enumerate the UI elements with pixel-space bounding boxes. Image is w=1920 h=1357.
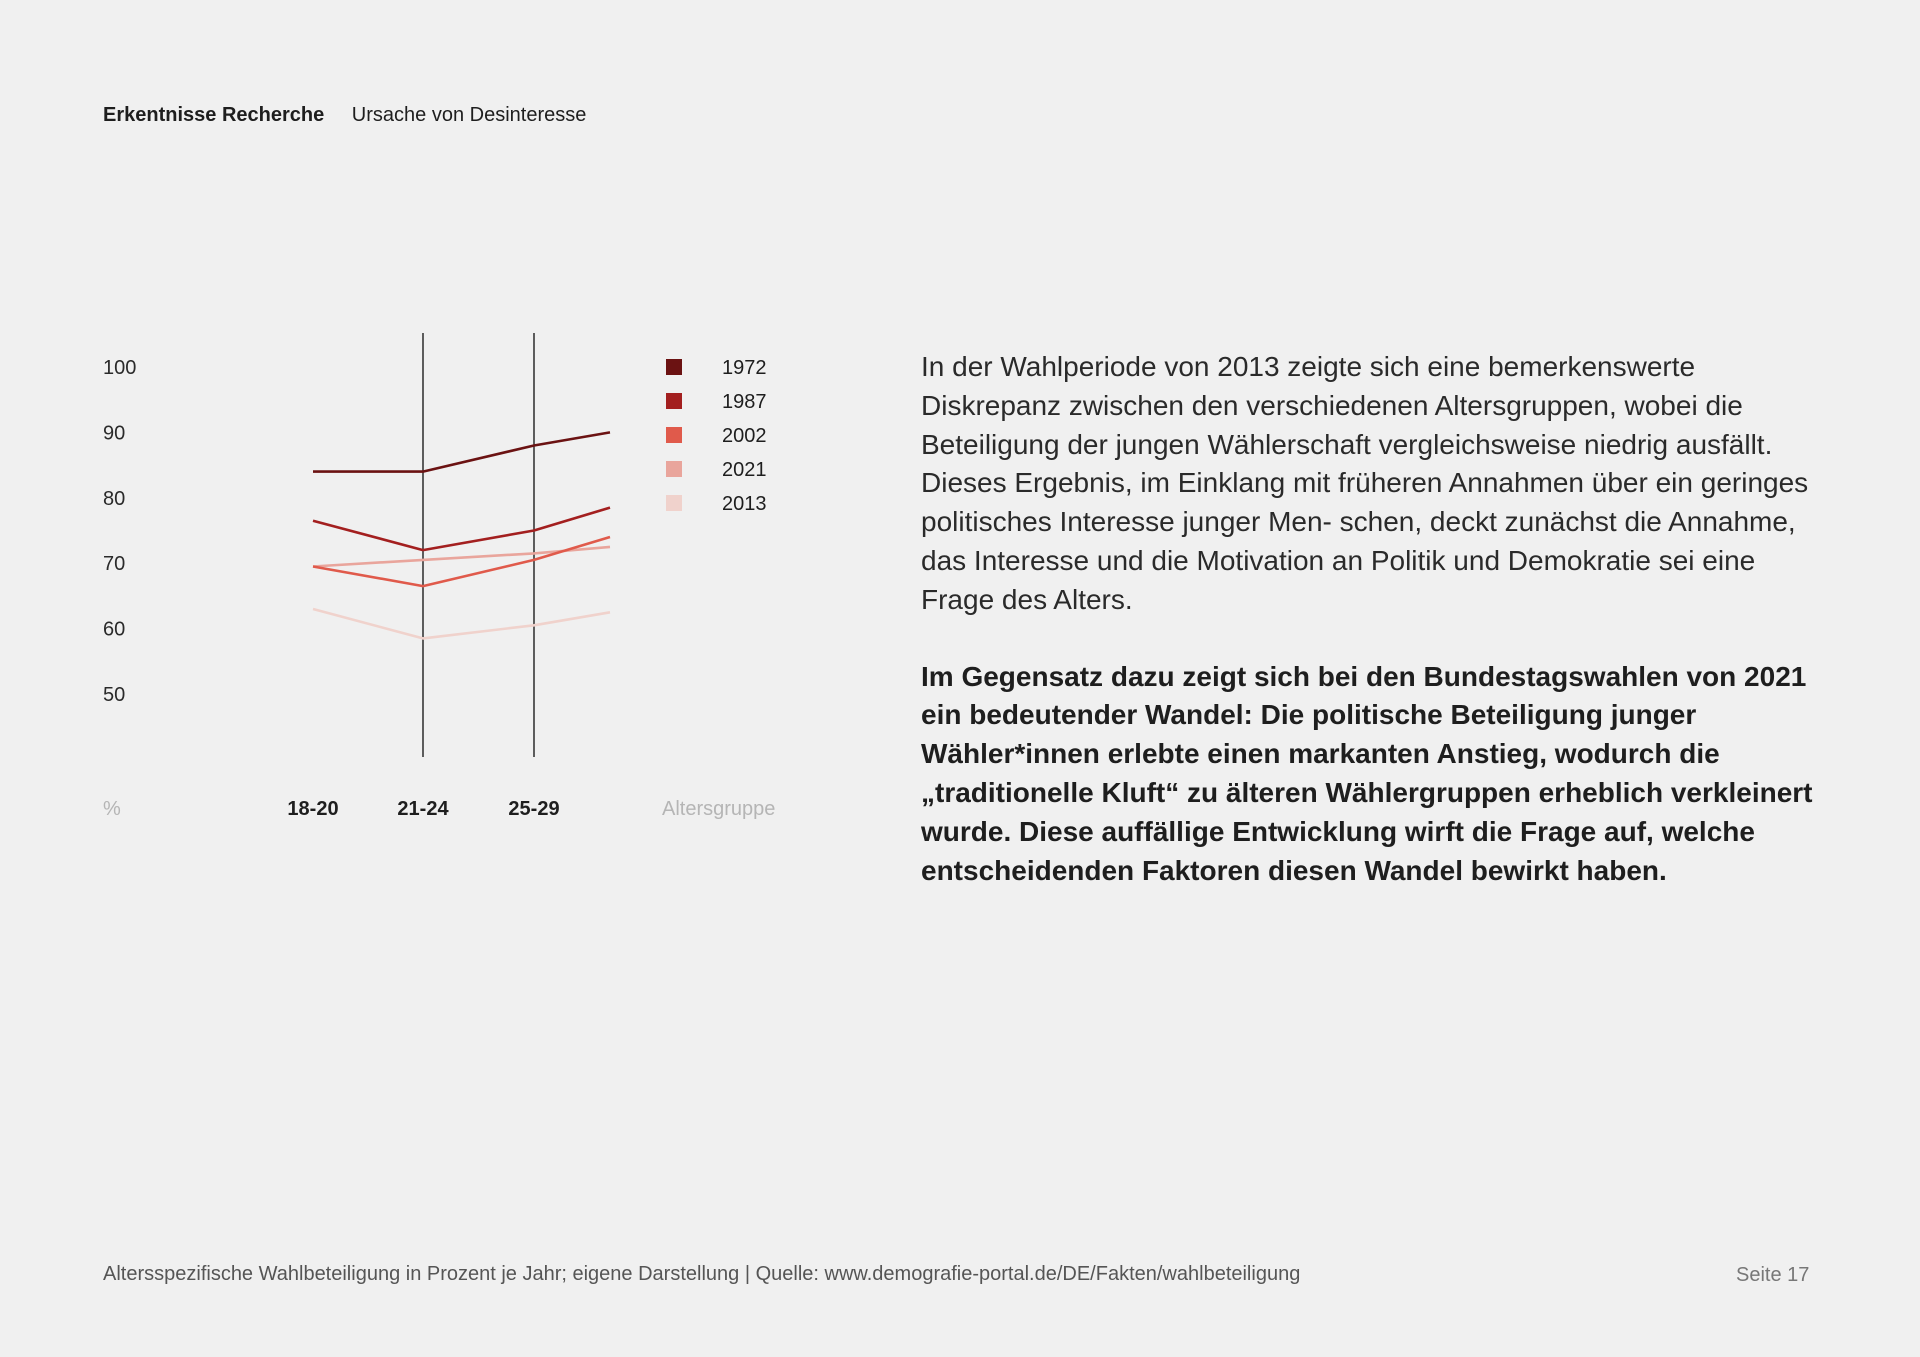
x-tick-label: 21-24	[397, 798, 449, 820]
x-tick-label: 25-29	[508, 798, 560, 820]
legend-label-2021: 2021	[722, 459, 767, 481]
footer-source: Altersspezifische Wahlbeteiligung in Prozent je Jahr; eigene Darstellung | Quelle: www.demografie-portal.de/DE/Fakten/wahlbeteiligung	[103, 1263, 1301, 1285]
line-chart	[0, 0, 820, 860]
legend-swatch-2021	[666, 461, 682, 477]
y-axis-label: %	[103, 798, 121, 820]
legend-swatch-2013	[666, 495, 682, 511]
series-line-1972	[313, 432, 610, 471]
paragraph-highlight: Im Gegensatz dazu zeigt sich bei den Bundestagswahlen von 2021 ein bedeutender Wandel: Die politische Beteiligung junger Wähler*innen erlebte einen markanten Anstieg, wodurch die „traditionelle Kluft“ zu älteren Wählergruppen erheblich verkleinert wurde. Diese auffällige Entwicklung wirft die Frage auf, welche entscheidenden Faktoren diesen Wandel bewirkt haben.	[921, 660, 1813, 886]
y-tick-label: 90	[103, 422, 126, 445]
page-number: Seite 17	[1736, 1264, 1810, 1286]
legend-swatch-2002	[666, 427, 682, 443]
y-tick-label: 50	[103, 684, 126, 706]
x-axis-label: Altersgruppe	[662, 798, 776, 820]
legend-label-2013: 2013	[722, 493, 767, 515]
y-tick-label: 100	[103, 357, 137, 379]
legend-swatch-1972	[666, 359, 682, 375]
paragraph-intro: In der Wahlperiode von 2013 zeigte sich eine bemerkenswerte Diskrepanz zwischen den verschiedenen Altersgruppen, wobei die Beteiligung der jungen Wählerschaft vergleichsweise niedrig ausfällt. Dieses Ergebnis, im Einklang mit früheren Annahmen über ein geringes politisches Interesse junger Men- schen, deckt zunächst die Annahme, das Interesse und die Motivation an Politik und Demokratie sei eine Frage des Alters.	[921, 351, 1809, 615]
legend-label-1987: 1987	[722, 391, 767, 413]
y-tick-label: 60	[103, 618, 126, 641]
legend-label-1972: 1972	[722, 357, 767, 379]
series-line-1987	[313, 508, 610, 550]
legend-swatch-1987	[666, 393, 682, 409]
header-section: Erkentnisse Recherche	[103, 104, 325, 126]
y-tick-label: 70	[103, 553, 126, 576]
body-text	[921, 348, 1831, 890]
x-tick-label: 18-20	[287, 798, 339, 820]
legend-label-2002: 2002	[722, 425, 767, 447]
series-line-2013	[313, 609, 610, 638]
header-topic: Ursache von Desinteresse	[351, 104, 587, 126]
y-tick-label: 80	[103, 487, 126, 510]
